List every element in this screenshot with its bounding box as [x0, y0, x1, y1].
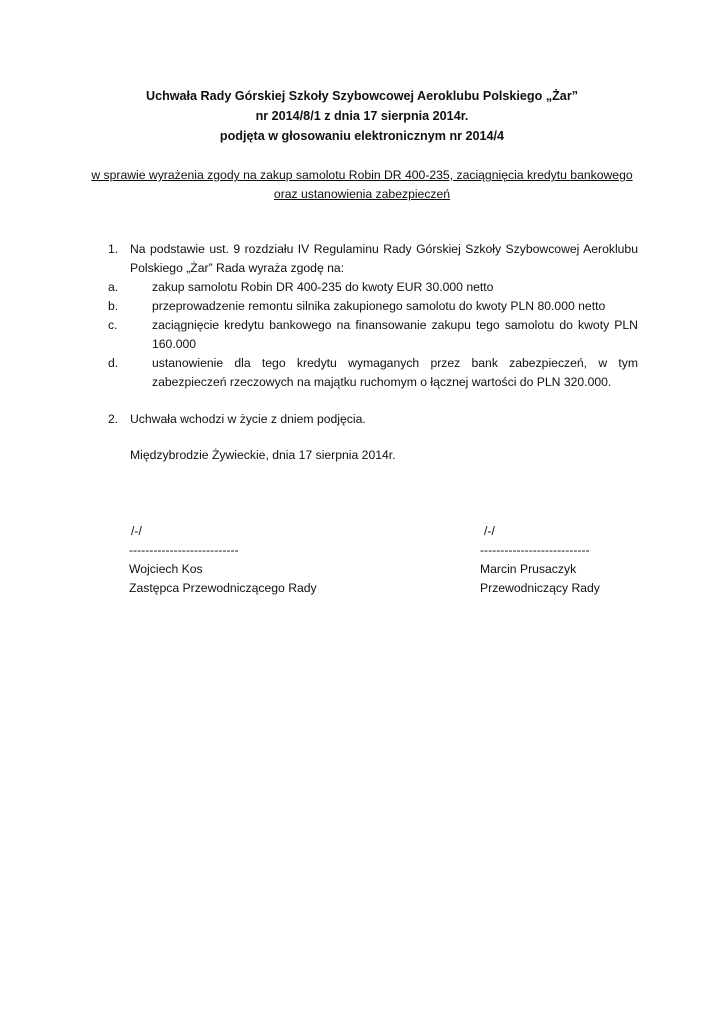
resolution-number: nr 2014/8/1 z dnia 17 sierpnia 2014r.: [255, 109, 469, 123]
item-text-line: Polskiego „Żar” Rada wyraża zgodę na:: [130, 261, 345, 275]
sub-item-text: ustanowienie dla tego kredytu wymaganych przez bank zabezpieczeń, w tym: [152, 356, 638, 370]
signature-line: ---------------------------: [129, 543, 239, 557]
sub-item-letter: d.: [108, 356, 119, 370]
sub-item-text: przeprowadzenie remontu silnika zakupionego samolotu do kwoty PLN 80.000 netto: [152, 299, 606, 313]
sub-item-letter: a.: [108, 280, 119, 294]
item-number: 2.: [108, 412, 119, 426]
sub-item-text: zabezpieczeń rzeczowych na majątku ruchomym o łącznej wartości do PLN 320.000.: [152, 375, 612, 389]
signatory-name: Wojciech Kos: [129, 562, 203, 576]
signature-mark: /-/: [484, 524, 495, 538]
sub-item-text: zaciągnięcie kredytu bankowego na finansowanie zakupu tego samolotu do kwoty PLN: [152, 318, 638, 332]
resolution-title: Uchwała Rady Górskiej Szkoły Szybowcowej Aeroklubu Polskiego „Żar”: [145, 89, 579, 103]
signature-left: [129, 522, 317, 598]
subject-line-1: w sprawie wyrażenia zgody na zakup samolotu Robin DR 400-235, zaciągnięcia kredytu bankowego: [91, 168, 633, 182]
subject-line-2: oraz ustanowienia zabezpieczeń: [273, 187, 451, 201]
signature-right: [480, 522, 600, 598]
signatory-name: Marcin Prusaczyk: [480, 562, 577, 576]
signatory-role: Zastępca Przewodniczącego Rady: [129, 581, 317, 595]
sub-item-text: zakup samolotu Robin DR 400-235 do kwoty EUR 30.000 netto: [152, 280, 494, 294]
sub-item-letter: b.: [108, 299, 119, 313]
signature-line: ---------------------------: [480, 543, 590, 557]
item-number: 1.: [108, 242, 119, 256]
sub-item-letter: c.: [108, 318, 118, 332]
sub-item-text: 160.000: [152, 337, 197, 351]
item-text-line: Uchwała wchodzi w życie z dniem podjęcia.: [130, 412, 366, 426]
signatory-role: Przewodniczący Rady: [480, 581, 600, 595]
place-date: Międzybrodzie Żywieckie, dnia 17 sierpnia 2014r.: [130, 448, 396, 462]
signature-mark: /-/: [131, 524, 142, 538]
resolution-subject: [60, 166, 664, 204]
item-text-line: Na podstawie ust. 9 rozdziału IV Regulaminu Rady Górskiej Szkoły Szybowcowej Aeroklubu: [130, 242, 638, 256]
resolution-vote-info: podjęta w głosowaniu elektronicznym nr 2014/4: [219, 129, 505, 143]
resolution-header: [60, 86, 664, 146]
